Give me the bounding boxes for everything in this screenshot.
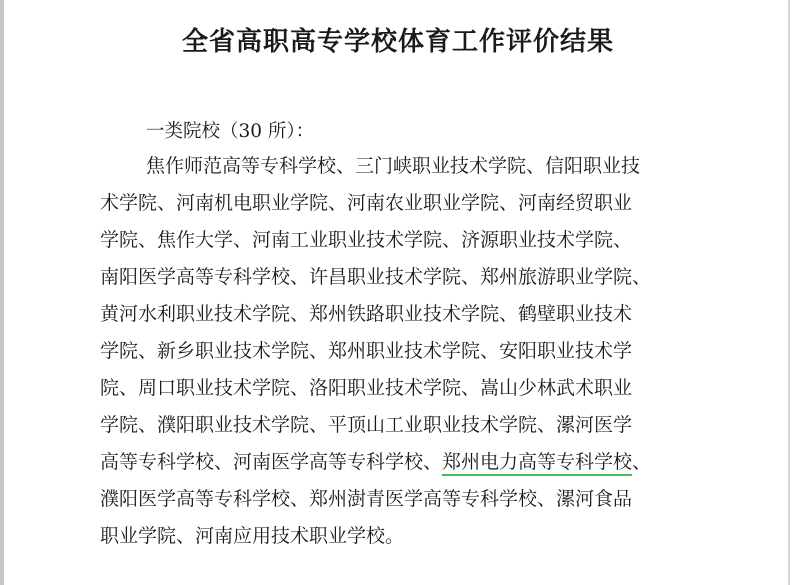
- text-line: 南阳医学高等专科学校、许昌职业技术学院、郑州旅游职业学院、: [100, 266, 652, 288]
- text-line: 濮阳医学高等专科学校、郑州澍青医学高等专科学校、漯河食品: [100, 488, 633, 510]
- text-line: 术学院、河南机电职业学院、河南农业职业学院、河南经贸职业: [100, 192, 633, 214]
- highlighted-school-name[interactable]: 郑州电力高等专科学校: [442, 451, 633, 473]
- document-title: 全省高职高专学校体育工作评价结果: [181, 27, 614, 57]
- text-line: 学院、新乡职业技术学院、郑州职业技术学院、安阳职业技术学: [100, 340, 633, 362]
- text-line-with-highlight: [100, 444, 710, 481]
- page-right-edge: [788, 0, 790, 585]
- text-line: 黄河水利职业技术学院、郑州铁路职业技术学院、鹤壁职业技术: [100, 303, 633, 325]
- page-left-edge: [0, 0, 4, 585]
- text-line: 学院、焦作大学、河南工业职业技术学院、济源职业技术学院、: [100, 229, 633, 251]
- section-heading: 一类院校（30 所）：: [146, 121, 315, 142]
- text-line: 学院、濮阳职业技术学院、平顶山工业职业技术学院、漯河医学: [100, 414, 633, 436]
- text-line: 焦作师范高等专科学校、三门峡职业技术学院、信阳职业技: [146, 155, 641, 177]
- text-segment: 高等专科学校、河南医学高等专科学校、: [100, 451, 443, 473]
- text-segment: 、: [632, 451, 652, 473]
- text-line: 院、周口职业技术学院、洛阳职业技术学院、嵩山少林武术职业: [100, 377, 633, 399]
- text-line: 职业学院、河南应用技术职业学校。: [100, 525, 405, 547]
- school-list-paragraph: [100, 148, 710, 555]
